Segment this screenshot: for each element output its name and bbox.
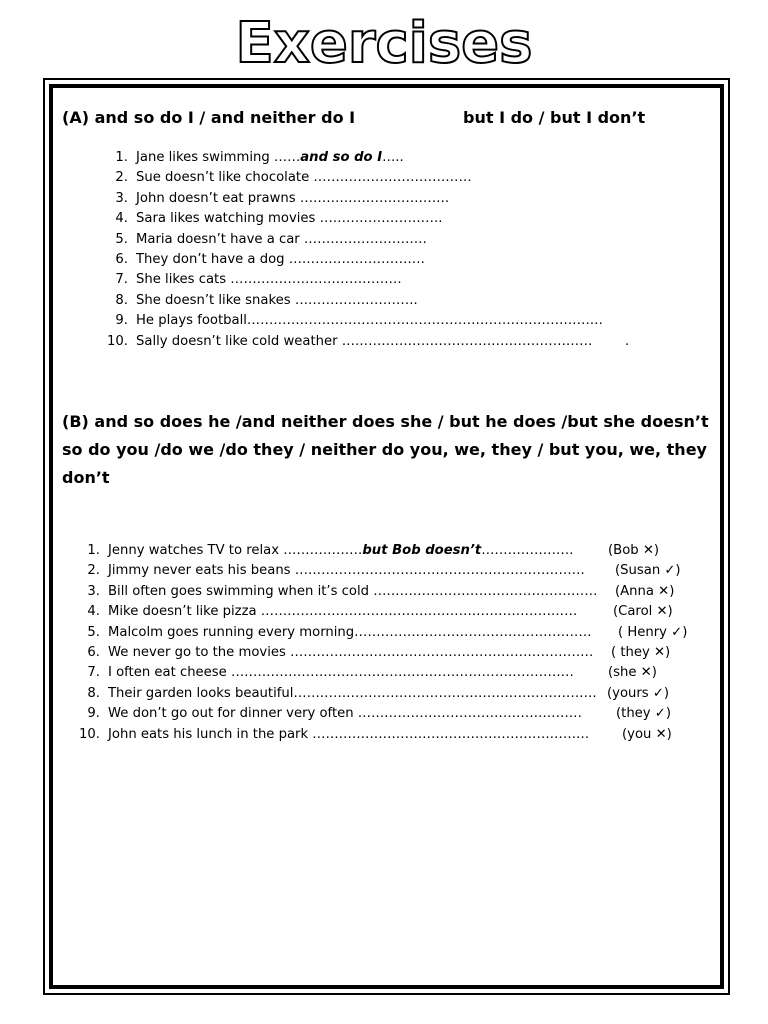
item-prompt: She likes cats ………………………………… <box>136 272 402 288</box>
list-item <box>79 725 672 745</box>
item-number: 6. <box>87 645 100 661</box>
item-hint: (she ✕) <box>608 665 657 681</box>
item-prompt: John doesn’t eat prawns ……………………………. <box>136 190 450 206</box>
item-prompt: He plays football……………………………………………………………………… <box>136 313 603 329</box>
section-a-heading-right: but I do / but I don’t <box>463 108 646 127</box>
list-item <box>87 561 681 581</box>
item-hint: (yours ✓) <box>607 685 670 701</box>
item-prompt: I often eat cheese …………………………………………………………………… <box>108 665 574 681</box>
section-a-list <box>107 148 630 352</box>
list-item <box>87 623 688 643</box>
item-hint: ( they ✕) <box>611 645 671 661</box>
item-prompt: Sally doesn’t like cold weather ………………………………………………… <box>136 333 593 349</box>
item-prompt: Jane likes swimming …… <box>136 150 301 165</box>
item-prompt: Bill often goes swimming when it’s cold …………………………………………… <box>108 583 598 599</box>
item-prompt: Their garden looks beautiful…………………………………………………………… <box>108 685 597 701</box>
item-number: 7. <box>87 665 100 681</box>
item-number: 1. <box>87 543 100 558</box>
list-item <box>115 189 603 209</box>
item-hint: (they ✓) <box>616 706 671 722</box>
item-number: 1. <box>115 150 128 165</box>
list-item <box>87 643 671 663</box>
list-item <box>87 704 671 724</box>
item-prompt: Sue doesn’t like chocolate ……………………………… <box>136 170 472 186</box>
item-hint: ( Henry ✓) <box>618 624 688 640</box>
item-blank: ………………… <box>481 543 574 558</box>
section-a-heading-left: (A) and so do I / and neither do I <box>62 108 356 127</box>
list-item <box>107 332 630 352</box>
item-prompt: Jimmy never eats his beans ………………………………………………………… <box>108 563 585 579</box>
item-number: 9. <box>87 706 100 722</box>
item-number: 2. <box>87 563 100 579</box>
list-item <box>87 541 660 561</box>
list-item <box>115 209 603 229</box>
list-item <box>115 168 603 188</box>
list-item <box>115 148 603 168</box>
page-title: Exercises <box>235 11 533 76</box>
item-number: 3. <box>87 583 100 599</box>
item-number: 4. <box>115 211 128 227</box>
item-hint: (Carol ✕) <box>613 604 673 620</box>
item-number: 8. <box>115 292 128 308</box>
item-number: 3. <box>115 190 128 206</box>
item-number: 10. <box>107 333 128 349</box>
item-prompt: Jenny watches TV to relax ……………… <box>108 543 363 558</box>
list-item <box>87 684 670 704</box>
item-prompt: She doesn’t like snakes ………………………. <box>136 292 418 308</box>
item-hint: (you ✕) <box>622 726 672 742</box>
list-item <box>115 230 603 250</box>
item-answer: and so do I <box>300 150 383 165</box>
item-prompt: They don’t have a dog …………………………. <box>136 252 425 268</box>
item-prompt: Sara likes watching movies ………………………. <box>136 211 443 227</box>
list-item <box>87 602 673 622</box>
item-number: 10. <box>79 726 100 742</box>
item-number: 6. <box>115 252 128 268</box>
item-prompt: Mike doesn’t like pizza ……………………………………………………………… <box>108 604 578 620</box>
item-number: 7. <box>115 272 128 288</box>
item-number: 9. <box>115 313 128 329</box>
item-hint: (Bob ✕) <box>608 543 660 558</box>
item-answer: but Bob doesn’t <box>362 543 482 558</box>
section-b-list <box>79 541 688 745</box>
item-trailing-dot: . <box>625 333 630 349</box>
item-prompt: Maria doesn’t have a car ………………………. <box>136 231 427 247</box>
list-item <box>87 582 675 602</box>
item-hint: (Susan ✓) <box>615 563 681 579</box>
list-item <box>115 270 603 290</box>
list-item <box>115 250 603 270</box>
list-item <box>115 311 603 331</box>
item-prompt: John eats his lunch in the park ……………………………………………………… <box>108 726 590 742</box>
section-b-heading: (B) and so does he /and neither does she / but he does /but she doesn’t so do you /do we /do they / neither do you, we, they / but you, we, they don’t <box>62 412 709 487</box>
item-number: 5. <box>115 231 128 247</box>
item-blank: ….. <box>382 150 404 165</box>
item-hint: (Anna ✕) <box>615 583 675 599</box>
item-prompt: We never go to the movies …………………………………………………………… <box>108 645 594 661</box>
list-item <box>87 663 657 683</box>
item-prompt: We don’t go out for dinner very often …………………………………………… <box>108 706 582 722</box>
item-number: 4. <box>87 604 100 620</box>
item-prompt: Malcolm goes running every morning……………………………………………… <box>108 624 592 640</box>
item-number: 2. <box>115 170 128 186</box>
item-number: 8. <box>87 685 100 701</box>
list-item <box>115 291 603 311</box>
item-number: 5. <box>87 624 100 640</box>
